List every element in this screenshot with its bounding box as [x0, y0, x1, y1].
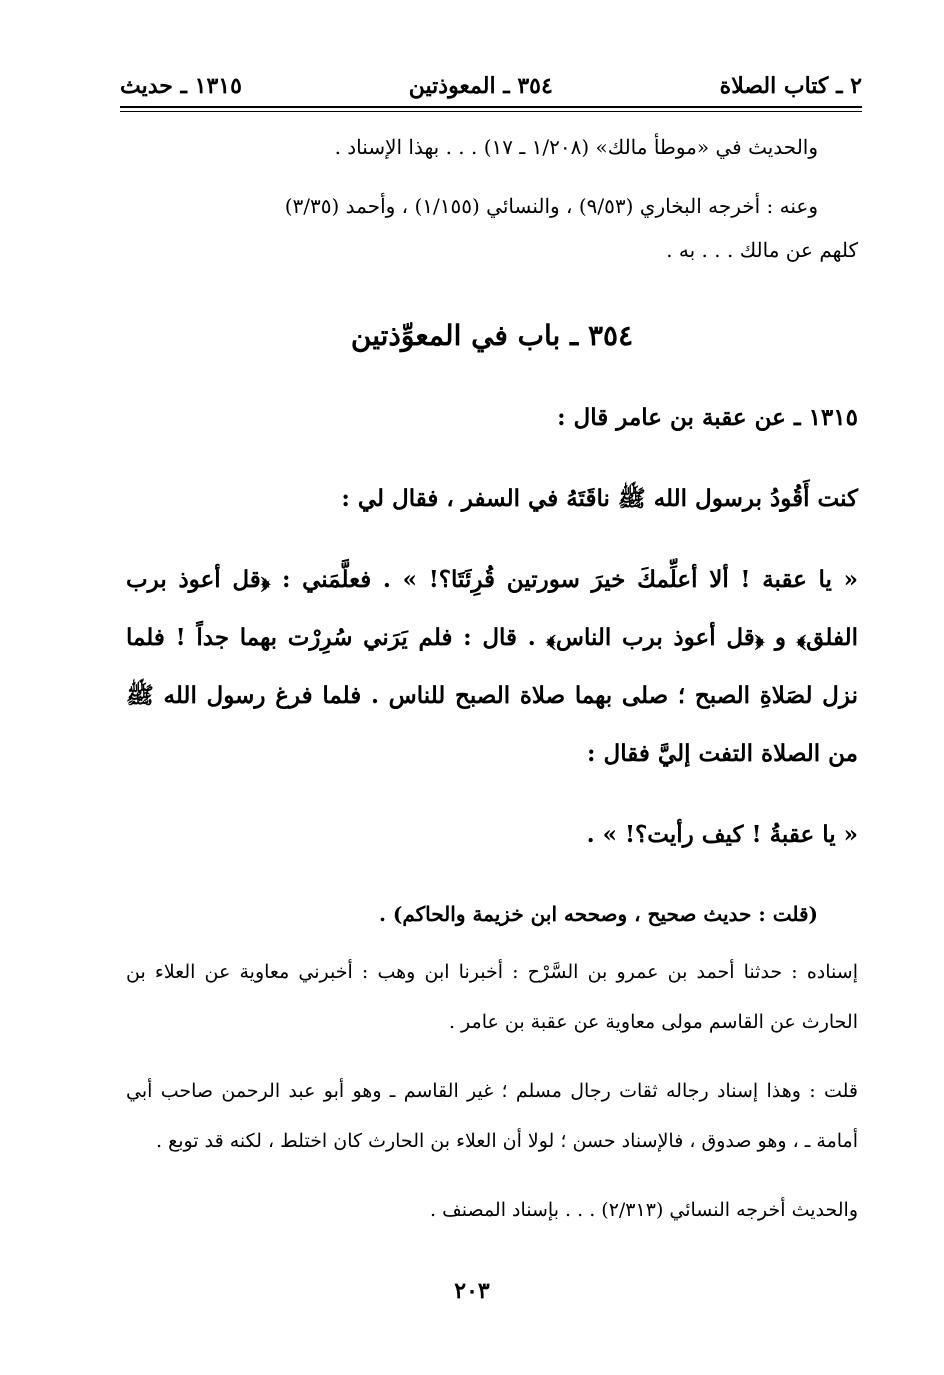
paragraph-takhrij-line2: كلهم عن مالك . . . به . — [666, 238, 858, 262]
header-book-title: ٢ ـ كتاب الصلاة — [719, 73, 862, 99]
header-chapter-title: ٣٥٤ ـ المعوذتين — [408, 73, 553, 99]
isnad-paragraph: إسناده : حدثنا أحمد بن عمرو بن السَّرْح : أخبرنا ابن وهب : أخبرني معاوية عن العلاء بن الحارث عن القاسم مولى معاوية عن عقبة بن عامر . — [126, 961, 858, 1033]
hadith-number-line: ١٣١٥ ـ عن عقبة بن عامر قال : — [557, 404, 858, 431]
running-header — [120, 68, 862, 104]
header-hadith-number: ١٣١٥ ـ حديث — [120, 73, 242, 99]
hadith-line1: كنت أَقُودُ برسول الله ﷺ ناقَتَهُ في السفر ، فقال لي : — [341, 485, 858, 512]
authenticity-note: (قلت : حديث صحيح ، وصححه ابن خزيمة والحاكم) . — [378, 902, 818, 926]
page-number: ٢٠٣ — [454, 1278, 490, 1304]
comment-paragraph: قلت : وهذا إسناد رجاله ثقات رجال مسلم ؛ غير القاسم ـ وهو أبو عبد الرحمن صاحب أبي أمامة ـ ، وهو صدوق ، فالإسناد حسن ؛ لولا أن العلاء بن الحارث كان اختلط ، لكنه قد توبع . — [126, 1080, 858, 1152]
paragraph-muwatta: والحديث في «موطأ مالك» (١/٢٠٨ ـ ١٧) . . . بهذا الإسناد . — [334, 135, 818, 159]
page-body — [126, 120, 858, 1254]
paragraph-takhrij-line1: وعنه : أخرجه البخاري (٩/٥٣) ، والنسائي (١/١٥٥) ، وأحمد (٣/٣٥) — [284, 194, 818, 218]
header-rule — [120, 106, 862, 112]
hadith-body: « يا عقبة ! ألا أعلِّمكَ خيرَ سورتين قُرِئَتَا؟! » . فعلَّمَني : ﴿قل أعوذ برب الفلق﴾ و ﴿قل أعوذ برب الناس﴾ . قال : فلم يَرَني سُرِرْت بهما جداً ! فلما نزل لصَلاةِ الصبح ؛ صلى بهما صلاة الصبح للناس . فلما فرغ رسول الله ﷺ من الصلاة التفت إليَّ فقال : — [126, 566, 858, 767]
chapter-title: ٣٥٤ ـ باب في المعوِّذتين — [350, 319, 634, 352]
hadith-quote: « يا عقبةُ ! كيف رأيت؟! » . — [586, 821, 858, 848]
final-paragraph: والحديث أخرجه النسائي (٢/٣١٣) . . . بإسناد المصنف . — [429, 1199, 858, 1221]
